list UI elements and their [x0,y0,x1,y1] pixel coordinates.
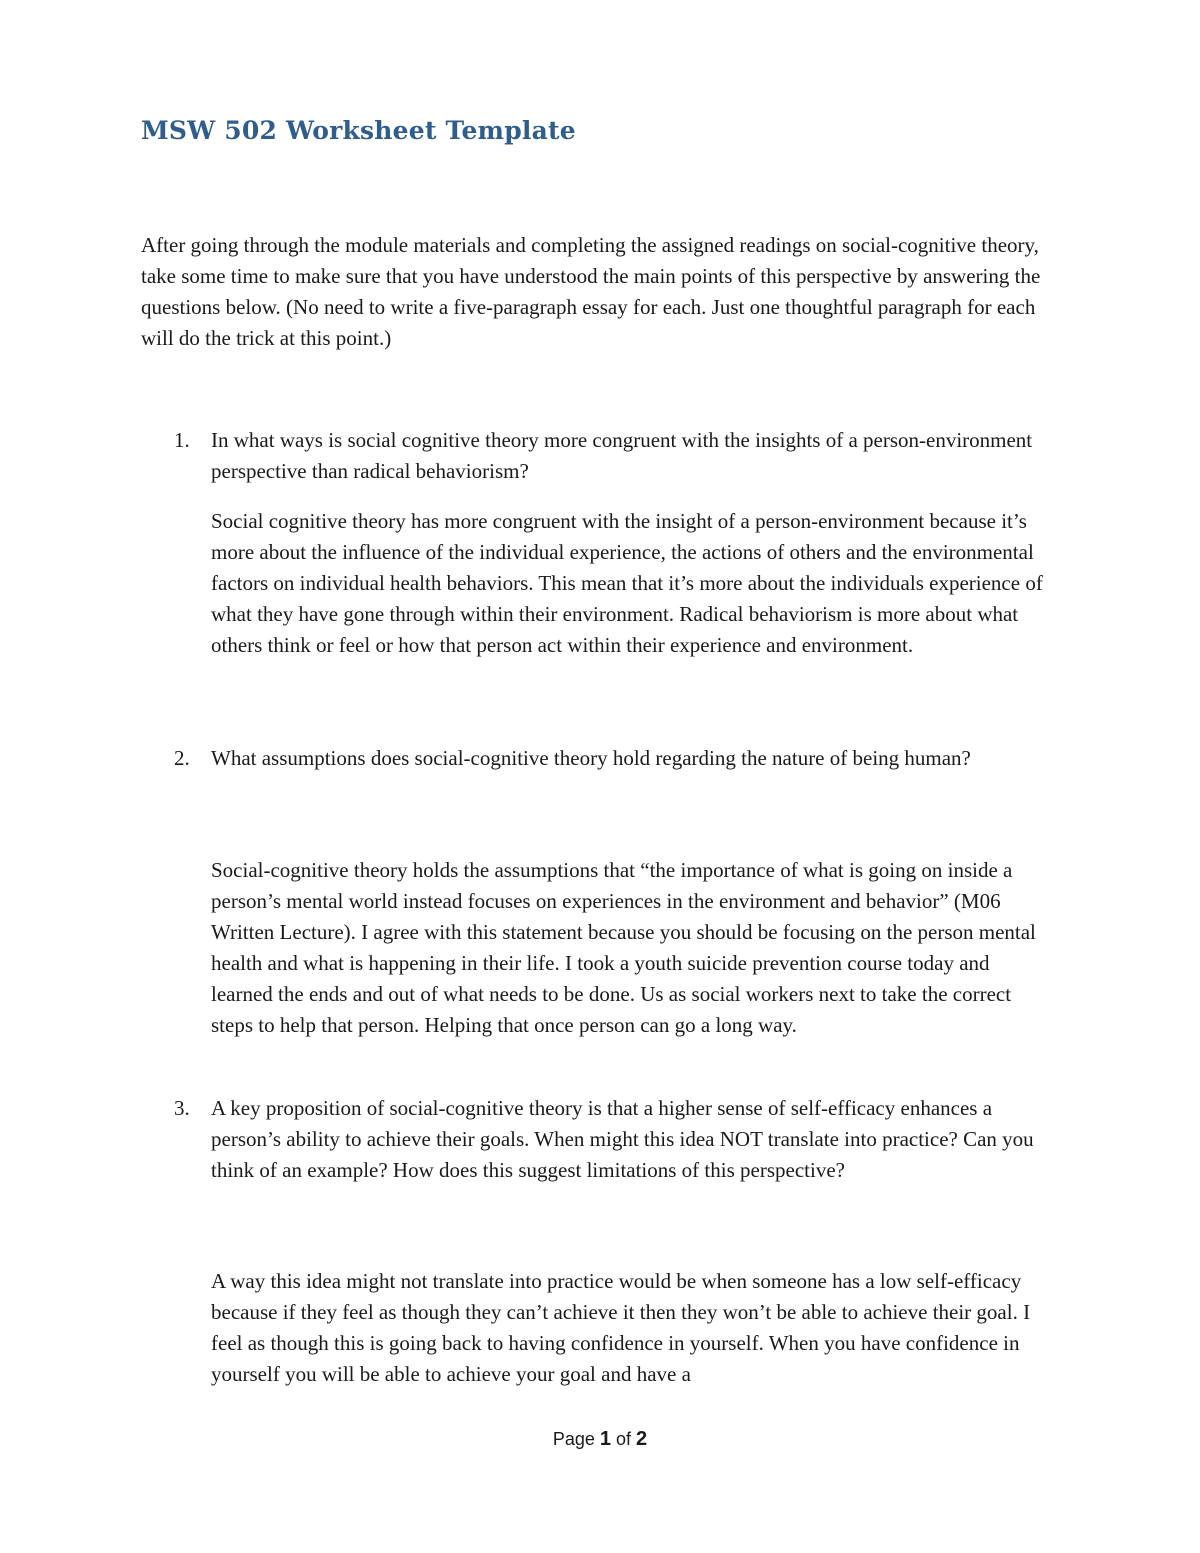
question-number: 2. [174,746,190,770]
total-pages-number: 2 [636,1428,648,1450]
question-number: 1. [174,428,190,452]
question-number: 3. [174,1096,190,1120]
of-label: of [616,1429,632,1449]
intro-paragraph: After going through the module materials and completing the assigned readings on social-cognitive theory, take some time to make sure that you have understood the main points of this perspective by answering the questions below. (No need to write a five-paragraph essay for each. Just one thoughtful paragraph for each will do the trick at this point.) [141,233,1041,350]
current-page-number: 1 [599,1428,611,1450]
answer-paragraph: Social cognitive theory has more congruent with the insight of a person-environment because it’s more about the influence of the individual experience, the actions of others and the environmental factors on individual health behaviors. This mean that it’s more about the individuals experience of what they have gone through within their environment. Radical behaviorism is more about what others think or feel or how that person act within their experience and environment. [211,509,1043,657]
question-item [174,1093,1054,1186]
question-text: In what ways is social cognitive theory more congruent with the insights of a person-environment perspective than radical behaviorism? [211,428,1033,483]
page-footer [0,1428,1200,1451]
page-label: Page [552,1429,595,1449]
question-item [174,425,1054,487]
question-item [174,743,1054,774]
page-title: MSW 502 Worksheet Template [141,116,576,145]
answer-paragraph: A way this idea might not translate into practice would be when someone has a low self-efficacy because if they feel as though they can’t achieve it then they won’t be able to achieve their goal. I feel as though this is going back to having confidence in yourself. When you have confidence in yourself you will be able to achieve your goal and have a [211,1269,1031,1386]
question-text: What assumptions does social-cognitive theory hold regarding the nature of being human? [211,746,971,770]
answer-paragraph: Social-cognitive theory holds the assumptions that “the importance of what is going on inside a person’s mental world instead focuses on experiences in the environment and behavior” (M06 Written Lecture). I agree with this statement because you should be focusing on the person mental health and what is happening in their life. I took a youth suicide prevention course today and learned the ends and out of what needs to be done. Us as social workers next to take the correct steps to help that person. Helping that once person can go a long way. [211,858,1036,1037]
question-text: A key proposition of social-cognitive theory is that a higher sense of self-efficacy enhances a person’s ability to achieve their goals. When might this idea NOT translate into practice? Can you think of an example? How does this suggest limitations of this perspective? [211,1096,1034,1182]
